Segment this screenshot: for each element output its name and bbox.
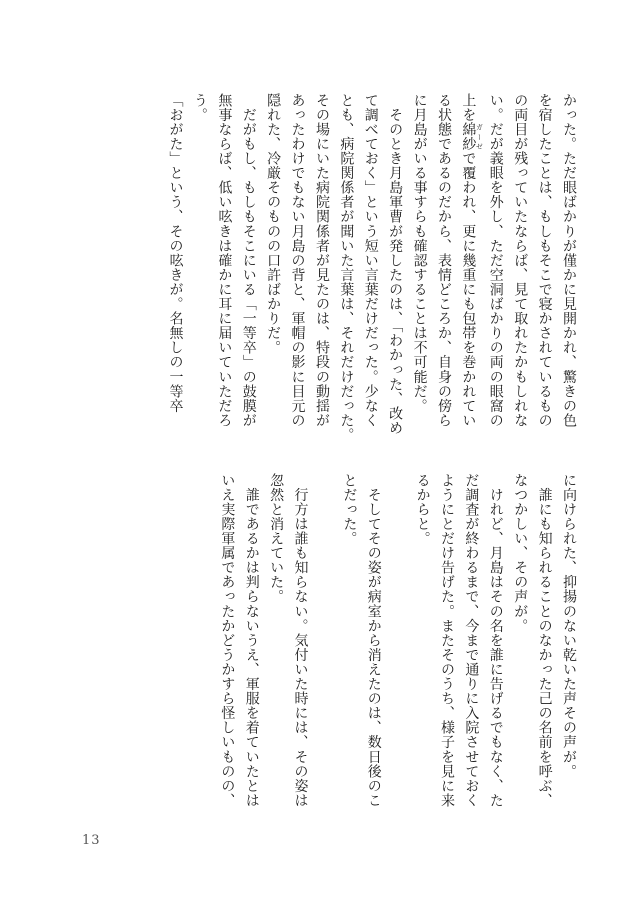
text-line: い。だが義眼を外し、ただ空洞ばかりの両の眼窩の — [487, 93, 504, 428]
text-line: 行方は誰も知らない。気付いた時には、その姿は — [292, 473, 309, 808]
ruby-reading: ガーゼ — [475, 122, 484, 152]
text-line: とだった。 — [341, 473, 358, 546]
blank-line — [313, 473, 337, 813]
text-line: て調べておく」という短い言葉だけだった。少なく — [362, 93, 379, 428]
text-line: そのとき月島軍曹が発したのは、「わかった、改め — [387, 93, 404, 436]
ruby-base: 綿紗 — [460, 122, 477, 152]
text-line: 誰にも知られることのなかった己の名前を呼ぶ、 — [536, 473, 553, 808]
text-line: る状態であるのだから、表情どころか、自身の傍ら — [435, 93, 452, 428]
blank-line — [386, 473, 410, 813]
text-line: 誰であるかは判らないうえ、軍服を着ていたとは — [243, 473, 260, 808]
text-line: けれど、月島はその名を誰に告げるでもなく、た — [487, 473, 504, 808]
text-line: いえ実際軍属であったかどうかすら怪しいものの、 — [219, 473, 236, 808]
text-line: だ調査が終わるまで、今まで通りに入院させておく — [463, 473, 480, 808]
text-line: を宿したことは、もしもそこで寝かされているもの — [536, 93, 553, 428]
text-line: 忽然と消えていた。 — [268, 473, 285, 604]
text-line: 「おがた」という、その呟きが。名無しの一等卒 — [167, 93, 184, 414]
text-line: その場にいた病院関係者が見たのは、特段の動揺が — [313, 93, 330, 428]
text-line: かった。ただ眼ばかりが僅かに見開かれ、驚きの色 — [561, 93, 577, 428]
text-block-upper — [163, 93, 581, 443]
text-fragment: で覆われ、更に幾重にも包帯を巻かれてい — [460, 151, 477, 428]
text-line: とも、病院関係者が聞いた言葉は、それだけだった。 — [338, 93, 355, 443]
text-line: う。 — [191, 93, 208, 123]
text-line: に向けられた、抑揚のない乾いた声その声が。 — [561, 473, 577, 779]
text-line: そしてその姿が病室から消えたのは、数日後のこ — [365, 473, 382, 808]
text-line: ようにとだけ告げた。またそのうち、様子を見に来 — [438, 473, 455, 808]
text-line: 隠れた、冷厳そのものの口許ばかりだ。 — [265, 93, 282, 355]
text-line: だがもし、もしもそこにいる「一等卒」の鼓膜が — [240, 93, 257, 428]
text-fragment: 上を — [460, 93, 477, 123]
text-line: の両目が残っていたならば、見て取れたかもしれな — [512, 93, 529, 428]
text-block-lower — [215, 473, 581, 813]
ruby-word — [460, 122, 484, 152]
text-line: 無事ならば、低い呟きは確かに耳に届いていただろ — [216, 93, 233, 428]
text-line: るからと。 — [414, 473, 431, 546]
text-line: あったわけでもない月島の背と、軍帽の影に目元の — [289, 93, 306, 428]
page-number: 13 — [82, 833, 101, 848]
text-line: なつかしい、その声が。 — [512, 473, 529, 634]
text-line: に月島がいる事すらも確認することは不可能だ。 — [411, 93, 428, 414]
text-line-with-ruby — [456, 93, 483, 433]
